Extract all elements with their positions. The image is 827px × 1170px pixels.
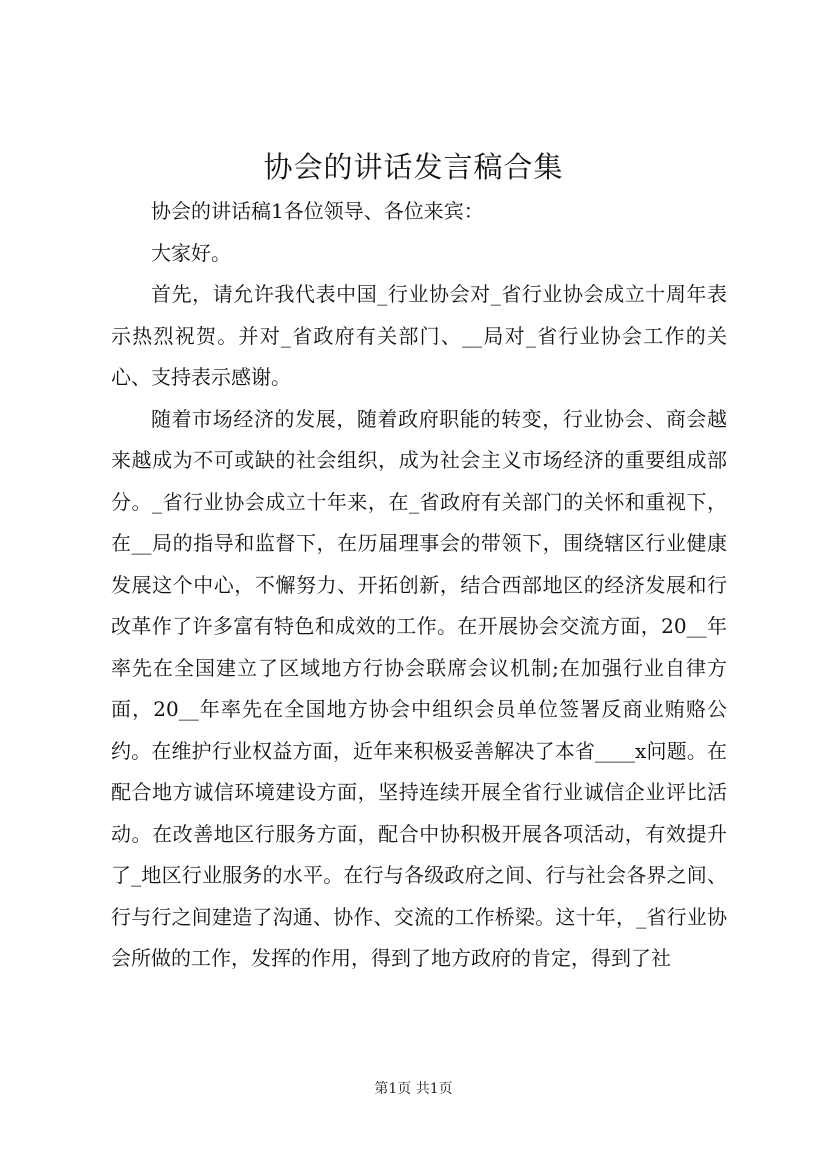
greeting-paragraph: 大家好。: [151, 240, 231, 265]
salutation-paragraph: 协会的讲话稿1各位领导、各位来宾：: [151, 199, 484, 223]
page-number-footer: 第1页 共1页: [374, 1081, 453, 1097]
document-title: 协会的讲话发言稿合集: [263, 150, 564, 184]
body-paragraph: 随着市场经济的发展，随着政府职能的转变，行业协会、商会越来越成为不可或缺的社会组织，成为社会主义市场经济的重要组成部分。_省行业协会成立十年来，在_省政府有关部门的关怀和重视下，在__局的指导和监督下，在历届理事会的带领下，围绕辖区行业健康发展这个中心，不懈努力、开拓创新，结合西部地区的经济发展和行改革作了许多富有特色和成效的工作。在开展协会交流方面，20__年率先在全国建立了区域地方行协会联席会议机制;在加强行业自律方面，20__年率先在全国地方协会中组织会员单位签署反商业贿赂公约。在维护行业权益方面，近年来积极妥善解决了本省____x问题。在配合地方诚信环境建设方面，坚持连续开展全省行业诚信企业评比活动。在改善地区行服务方面，配合中协积极开展各项活动，有效提升了_地区行业服务的水平。在行与各级政府之间、行与社会各界之间、行与行之间建造了沟通、协作、交流的工作桥梁。这十年，_省行业协会所做的工作，发挥的作用，得到了地方政府的肯定，得到了社: [111, 406, 727, 970]
body-paragraph: 首先，请允许我代表中国_行业协会对_省行业协会成立十周年表示热烈祝贺。并对_省政府有关部门、__局对_省行业协会工作的关心、支持表示感谢。: [111, 282, 727, 389]
document-body: [111, 191, 727, 980]
